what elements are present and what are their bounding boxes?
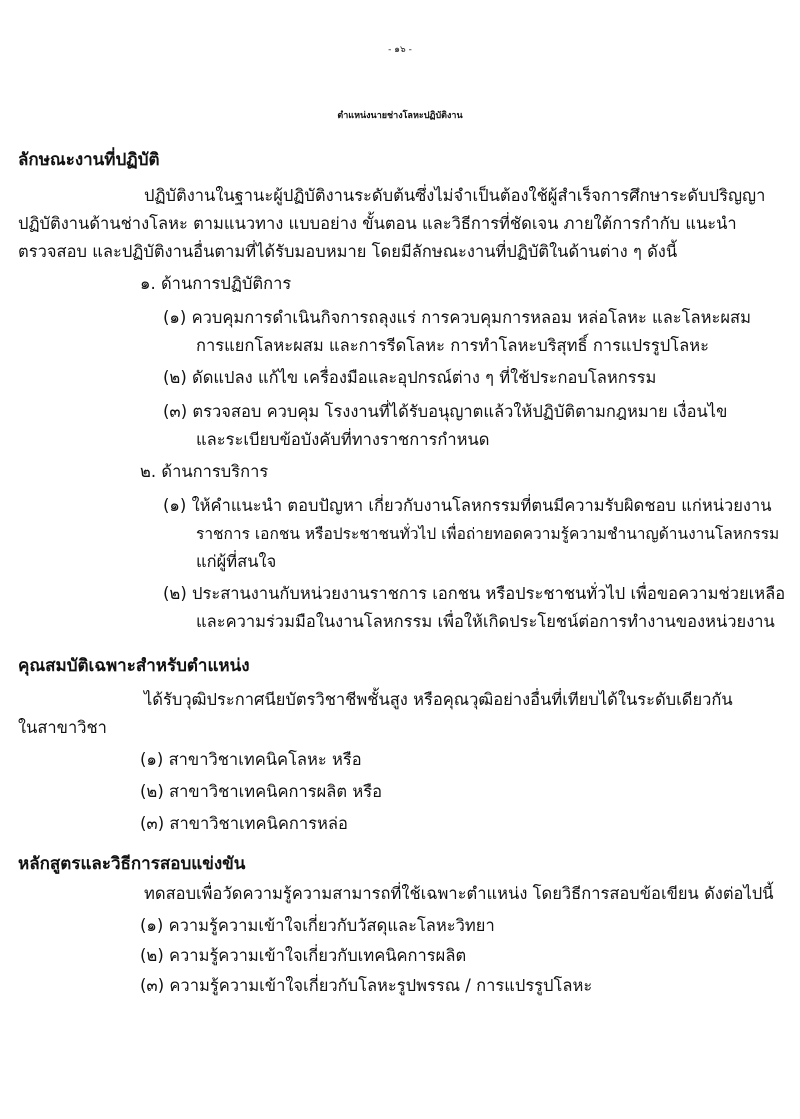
page-number: - ๑๖ - bbox=[388, 45, 412, 55]
list-item-line: (๓) ตรวจสอบ ควบคุม โรงงานที่ได้รับอนุญาตแล้วให้ปฏิบัติตามกฎหมาย เงื่อนไข bbox=[163, 402, 728, 421]
document-title: ตำแหน่งนายช่างโลหะปฏิบัติงาน bbox=[337, 111, 463, 121]
list-item: (๑) สาขาวิชาเทคนิคโลหะ หรือ bbox=[140, 750, 362, 769]
section-heading-exam: หลักสูตรและวิธีการสอบแข่งขัน bbox=[18, 854, 246, 874]
paragraph-line: ในสาขาวิชา bbox=[18, 718, 107, 737]
subsection-label: ๑. ด้านการปฏิบัติการ bbox=[140, 274, 292, 293]
paragraph-line: ปฏิบัติงานในฐานะผู้ปฏิบัติงานระดับต้นซึ่งไม่จำเป็นต้องใช้ผู้สำเร็จการศึกษาระดับปริญญา bbox=[144, 186, 766, 205]
list-item: (๒) ความรู้ความเข้าใจเกี่ยวกับเทคนิคการผลิต bbox=[140, 946, 467, 965]
subsection-label: ๒. ด้านการบริการ bbox=[140, 462, 269, 481]
list-item-line: (๑) ควบคุมการดำเนินกิจการถลุงแร่ การควบคุมการหลอม หล่อโลหะ และโลหะผสม bbox=[163, 308, 751, 327]
list-item-line: (๒) ดัดแปลง แก้ไข เครื่องมือและอุปกรณ์ต่าง ๆ ที่ใช้ประกอบโลหกรรม bbox=[163, 368, 657, 387]
list-item: (๑) ความรู้ความเข้าใจเกี่ยวกับวัสดุและโลหะวิทยา bbox=[140, 916, 495, 935]
paragraph-line: ปฏิบัติงานด้านช่างโลหะ ตามแนวทาง แบบอย่าง ขั้นตอน และวิธีการที่ชัดเจน ภายใต้การกำกับ แนะนำ bbox=[18, 214, 737, 233]
section-heading-work-nature: ลักษณะงานที่ปฏิบัติ bbox=[18, 150, 160, 170]
paragraph-line: ได้รับวุฒิประกาศนียบัตรวิชาชีพชั้นสูง หรือคุณวุฒิอย่างอื่นที่เทียบได้ในระดับเดียวกัน bbox=[144, 690, 733, 709]
paragraph-line: ตรวจสอบ และปฏิบัติงานอื่นตามที่ได้รับมอบหมาย โดยมีลักษณะงานที่ปฏิบัติในด้านต่าง ๆ ดังนี้ bbox=[18, 242, 678, 261]
list-item-line: การแยกโลหะผสม และการรีดโลหะ การทำโลหะบริสุทธิ์ การแปรรูปโลหะ bbox=[196, 336, 709, 355]
list-item: (๒) สาขาวิชาเทคนิคการผลิต หรือ bbox=[140, 782, 382, 801]
section-heading-qualifications: คุณสมบัติเฉพาะสำหรับตำแหน่ง bbox=[18, 656, 250, 676]
list-item: (๓) ความรู้ความเข้าใจเกี่ยวกับโลหะรูปพรรณ / การแปรรูปโลหะ bbox=[140, 976, 593, 995]
list-item: (๓) สาขาวิชาเทคนิคการหล่อ bbox=[140, 814, 348, 833]
list-item-line: (๒) ประสานงานกับหน่วยงานราชการ เอกชน หรือประชาชนทั่วไป เพื่อขอความช่วยเหลือ bbox=[163, 584, 786, 603]
list-item-line: ราชการ เอกชน หรือประชาชนทั่วไป เพื่อถ่ายทอดความรู้ความชำนาญด้านงานโลหกรรม bbox=[196, 525, 780, 543]
list-item-line: (๑) ให้คำแนะนำ ตอบปัญหา เกี่ยวกับงานโลหกรรมที่ตนมีความรับผิดชอบ แก่หน่วยงาน bbox=[163, 496, 772, 515]
list-item-line: และความร่วมมือในงานโลหกรรม เพื่อให้เกิดประโยชน์ต่อการทำงานของหน่วยงาน bbox=[196, 612, 775, 631]
list-item-line: และระเบียบข้อบังคับที่ทางราชการกำหนด bbox=[196, 430, 490, 449]
paragraph-line: ทดสอบเพื่อวัดความรู้ความสามารถที่ใช้เฉพาะตำแหน่ง โดยวิธีการสอบข้อเขียน ดังต่อไปนี้ bbox=[144, 884, 774, 903]
list-item-line: แก่ผู้ที่สนใจ bbox=[196, 552, 277, 571]
